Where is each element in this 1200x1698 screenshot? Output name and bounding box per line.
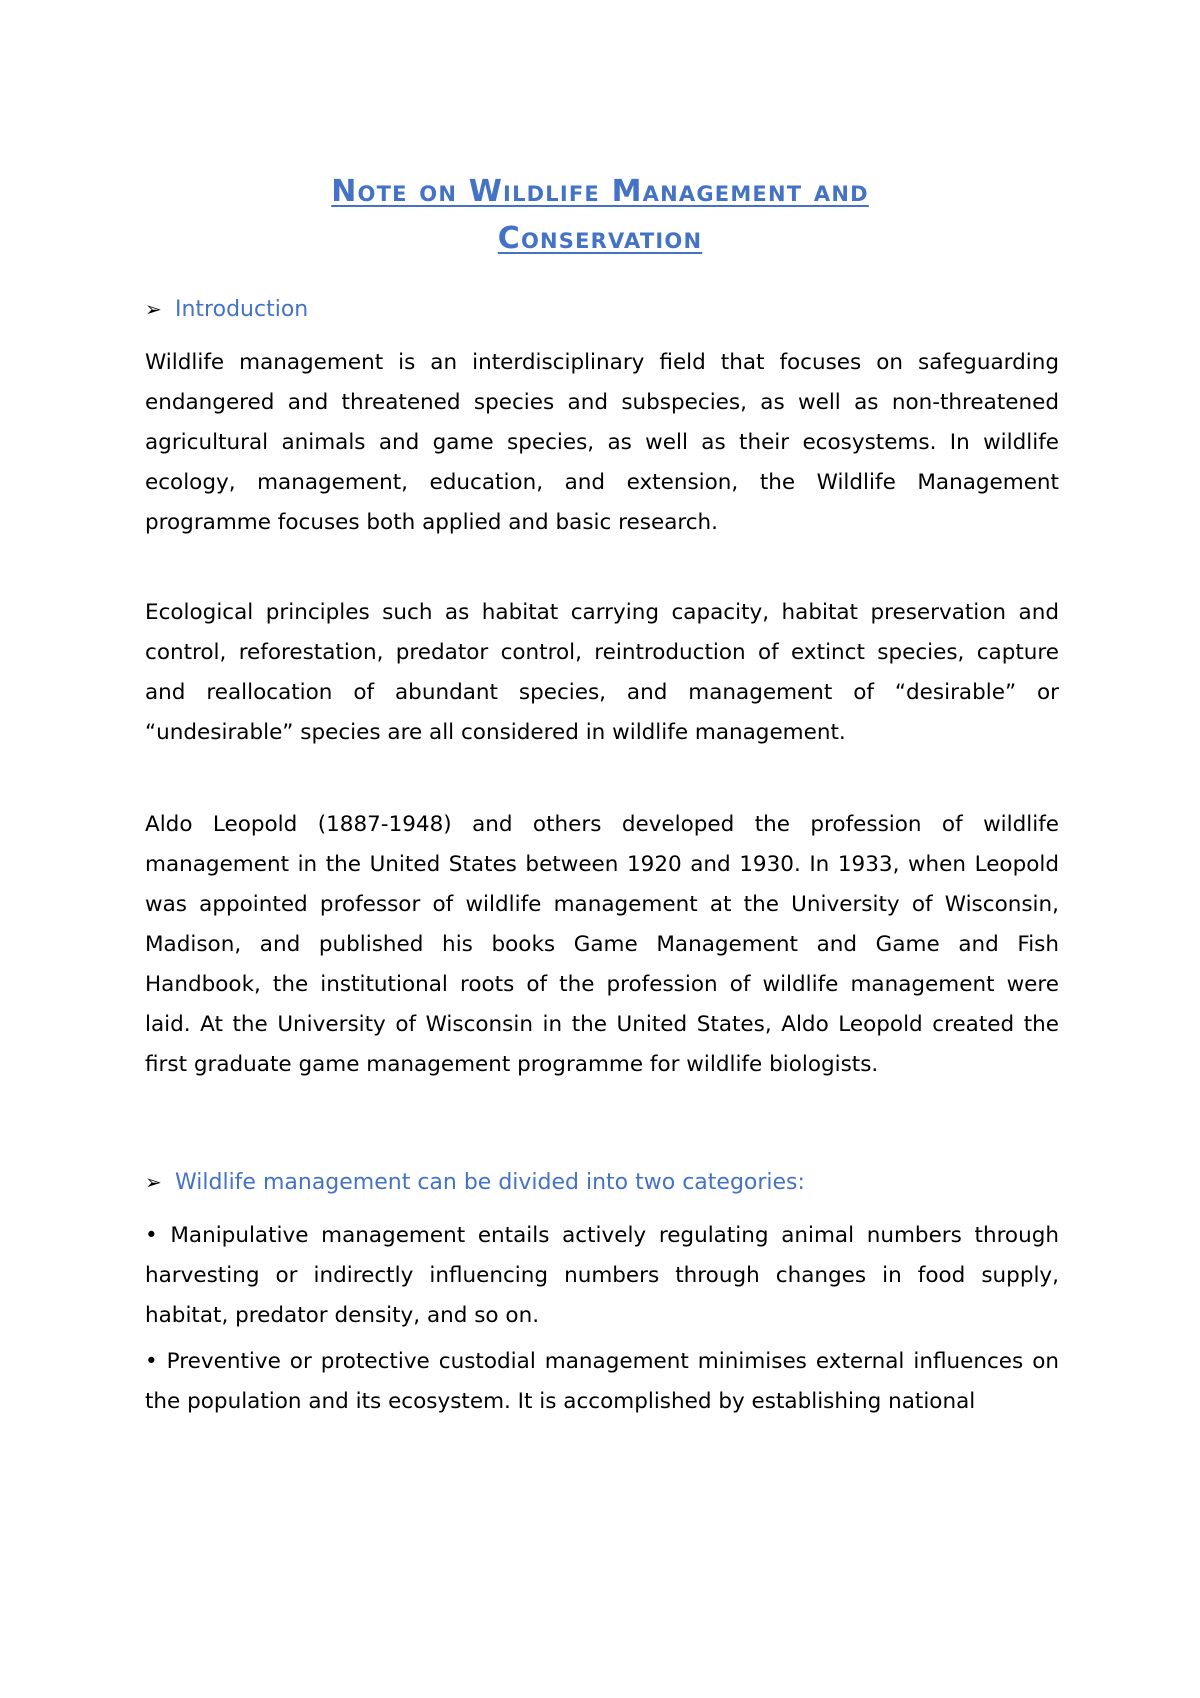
- section-heading-introduction: [145, 294, 308, 325]
- arrow-bullet-icon: ➢: [145, 1170, 162, 1194]
- paragraph-aldo-leopold: Aldo Leopold (1887-1948) and others developed the profession of wildlife management in the United States between 1920 and 1930. In 1933, when Leopold was appointed professor of wildlife management at the University of Wisconsin, Madison, and published his books Game Management and Game and Fish Handbook, the institutional roots of the profession of wildlife management were laid. At the University of Wisconsin in the United States, Aldo Leopold created the first graduate game management programme for wildlife biologists.: [145, 812, 1059, 1077]
- title-line-1: Note on Wildlife Management and: [331, 174, 869, 209]
- bullet-custodial-management: • Preventive or protective custodial management minimises external influences on the population and its ecosystem. It is accomplished by establishing national: [145, 1349, 1059, 1414]
- document-title: [0, 168, 1200, 262]
- title-line-2: Conservation: [497, 221, 703, 256]
- paragraph-intro: Wildlife management is an interdisciplinary field that focuses on safeguarding endangered and threatened species and subspecies, as well as non-threatened agricultural animals and game species, as well as their ecosystems. In wildlife ecology, management, education, and extension, the Wildlife Management programme focuses both applied and basic research.: [145, 350, 1059, 535]
- bullet-manipulative-management: • Manipulative management entails actively regulating animal numbers through harvesting or indirectly influencing numbers through changes in food supply, habitat, predator density, and so on.: [145, 1223, 1059, 1328]
- arrow-bullet-icon: ➢: [145, 297, 162, 321]
- section-heading-label: Wildlife management can be divided into two categories:: [175, 1170, 805, 1195]
- section-heading-categories: [145, 1167, 805, 1198]
- paragraph-ecological-principles: Ecological principles such as habitat carrying capacity, habitat preservation and control, reforestation, predator control, reintroduction of extinct species, capture and reallocation of abundant species, and management of “desirable” or “undesirable” species are all considered in wildlife management.: [145, 600, 1059, 745]
- section-heading-label: Introduction: [175, 297, 309, 322]
